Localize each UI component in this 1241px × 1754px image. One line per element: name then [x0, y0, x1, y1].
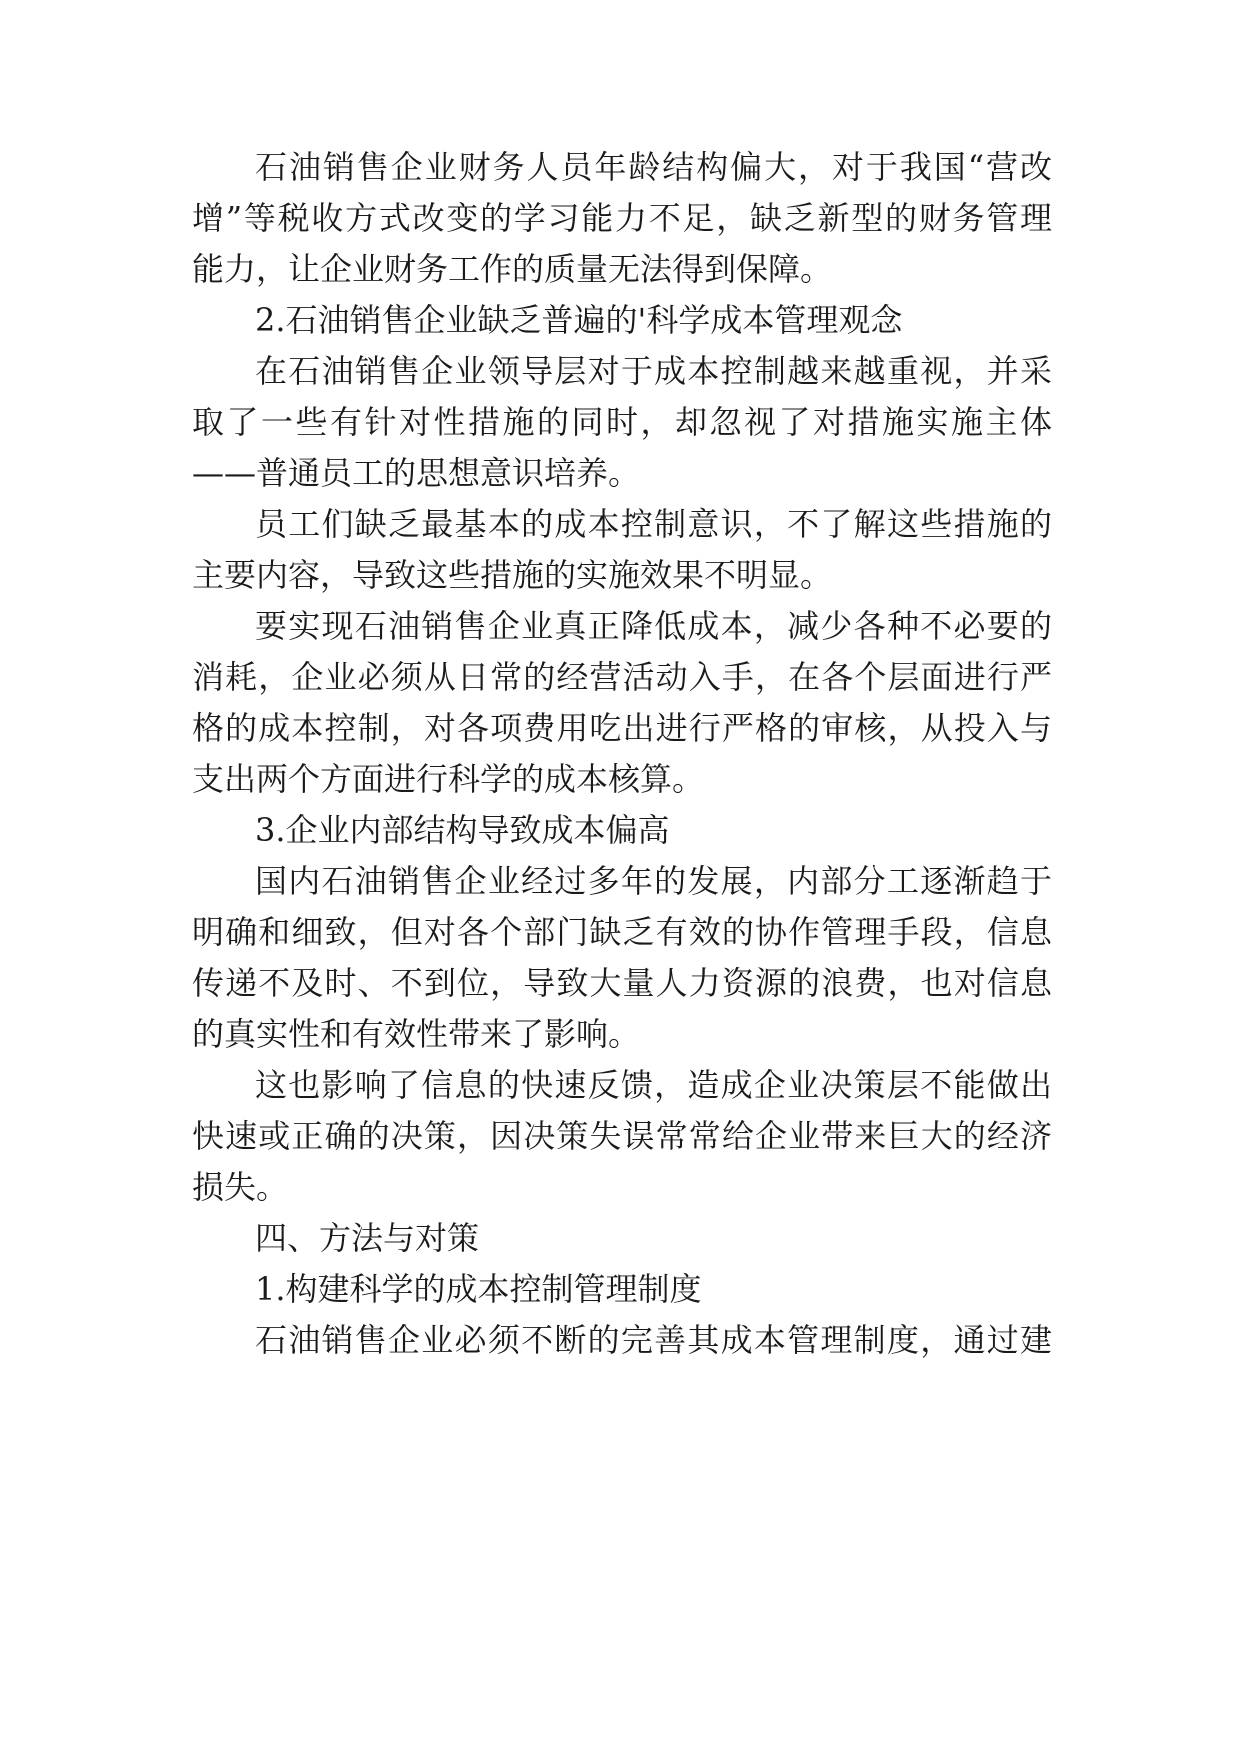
text-line: 支出两个方面进行科学的成本核算。 — [192, 760, 705, 798]
section-heading: 2.石油销售企业缺乏普遍的'科学成本管理观念 — [255, 301, 903, 339]
text-line: 快速或正确的决策，因决策失误常常给企业带来巨大的经济 — [192, 1117, 1052, 1155]
text-line: 格的成本控制，对各项费用吃出进行严格的审核，从投入与 — [192, 709, 1052, 747]
text-line: 明确和细致，但对各个部门缺乏有效的协作管理手段，信息 — [192, 913, 1052, 951]
text-line: 取了一些有针对性措施的同时，却忽视了对措施实施主体 — [192, 403, 1052, 441]
text-line: 增”等税收方式改变的学习能力不足，缺乏新型的财务管理 — [192, 199, 1052, 237]
text-line: ——普通员工的思想意识培养。 — [192, 454, 641, 492]
section-heading: 1.构建科学的成本控制管理制度 — [255, 1270, 702, 1308]
section-heading: 四、方法与对策 — [255, 1219, 480, 1257]
text-line: 消耗，企业必须从日常的经营活动入手，在各个层面进行严 — [192, 658, 1052, 696]
text-line: 在石油销售企业领导层对于成本控制越来越重视，并采 — [255, 352, 1052, 390]
text-line: 石油销售企业财务人员年龄结构偏大，对于我国“营改 — [255, 148, 1052, 186]
text-line: 国内石油销售企业经过多年的发展，内部分工逐渐趋于 — [255, 862, 1052, 900]
text-line: 这也影响了信息的快速反馈，造成企业决策层不能做出 — [255, 1066, 1052, 1104]
text-line: 损失。 — [192, 1168, 289, 1206]
text-line: 能力，让企业财务工作的质量无法得到保障。 — [192, 250, 833, 288]
section-heading: 3.企业内部结构导致成本偏高 — [255, 811, 670, 849]
text-line: 石油销售企业必须不断的完善其成本管理制度，通过建 — [255, 1321, 1052, 1359]
text-line: 员工们缺乏最基本的成本控制意识，不了解这些措施的 — [255, 505, 1052, 543]
text-line: 主要内容，导致这些措施的实施效果不明显。 — [192, 556, 833, 594]
text-line: 的真实性和有效性带来了影响。 — [192, 1015, 641, 1053]
text-line: 传递不及时、不到位，导致大量人力资源的浪费，也对信息 — [192, 964, 1052, 1002]
text-line: 要实现石油销售企业真正降低成本，减少各种不必要的 — [255, 607, 1052, 645]
